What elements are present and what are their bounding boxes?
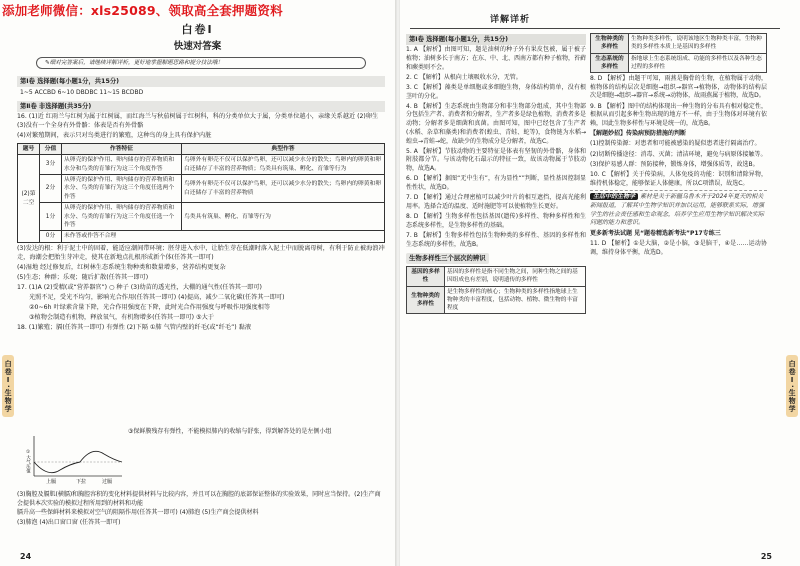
graph-label-pass: 过膈 — [102, 479, 113, 484]
culture-box — [590, 190, 767, 228]
rubric-feature: 未作答或作答不合理 — [62, 231, 385, 242]
explanation-item: 9. B 【解析】图中的结构体现出一种生物的分布具有相对稳定性，根据从而引起多种生物出现的地方不一样，由于生物体对环境有依赖，因此生物多样性与环境是统一的，故选B。 — [590, 102, 767, 127]
q18-last3: (3)肺泡 (4)出口窗口窗 (任答其一即可) — [17, 519, 121, 527]
bio-label: 生态系统的多样性 — [591, 53, 629, 73]
pressure-graph — [26, 432, 126, 484]
explanation-item: 10. C 【解析】关于传染病，人体免疫的功能：识别和清除异物，维持机体稳定，能够保证人体健康，所以C项错误，故选C。 — [590, 170, 767, 187]
table-row — [591, 34, 767, 54]
rubric-header-feature: 作答特征 — [62, 143, 182, 154]
instruction-banner: ✎细对完答案后，请继续详解详析，更好地掌握解题思路和提分技法哦！ — [36, 57, 366, 69]
rubric-answer: 鸟卵外有卵壳不仅可以保护鸟卵，还可以减少水分的散失；鸟卵内的卵黄和卵白还储存了丰富的营养物质；鸟类具有筑巢、孵化、育雏等行为 — [182, 155, 385, 175]
explanation-item: 6. D 【解析】据图“无中生有”，有为显性“”判断，显性基因控制显性性状，故选D。 — [406, 175, 586, 191]
table-row — [591, 53, 767, 73]
rubric-feature: 从卵壳的保护作用、卵内储存的营养物质和水分、鸟类的育雏行为这三个角度任选一个作答 — [62, 203, 182, 231]
explanation-column-b — [590, 32, 767, 259]
bio-text: 基因的多样性是指不同生物之间，同种生物之间的基因组成也有差别，说明遗传的多样性 — [445, 267, 586, 287]
biodiversity-table-continued — [590, 33, 767, 73]
rubric-score: 3分 — [40, 155, 62, 175]
explanation-column-a — [406, 32, 586, 316]
table-row — [407, 286, 586, 314]
explanation-item: 5. A 【解析】节肢动物的主要特征是体表有坚韧的外骨骼，身体和附肢都分节。与该动物化石最示的特征一致，故该动物属于节肢动物，故选A。 — [406, 147, 586, 173]
book-subtitle: 快速对答案 — [173, 41, 222, 52]
explanation-item: 7. D 【解析】通过合理密植可以减少叶片的相互遮挡，提高光能利用率。选择合适的温度、适时施肥等可以使植物生长更好。 — [406, 194, 586, 210]
rubric-score: 2分 — [40, 175, 62, 203]
more-practice-link[interactable]: 更多新考法试题 见“题卷精选新考法”P17专练三 — [590, 230, 721, 238]
explanation-item: 1. A 【解析】由图可知，题是油树的种子外有果皮包被，属于被子植物；油树多长于南方；在东、中、北、西南方都有种子植物，苔藓和蕨类则不会。 — [406, 46, 587, 71]
tip-title: 生物多样性三个层次的辨识 — [406, 253, 489, 264]
q16-part3: (3)发达的根：利于泥土中的固着，能适应潮间带环境；胚芽进入水中，让胎生芽在低潮时落入泥土中而脱离母树，有利于防止被海浪冲走，海潮会把胎生芽冲走，使其在新地点扎根形成新个体(任答其一即可) — [17, 244, 385, 261]
section2-header: 第Ⅱ卷 非选择题(共35分) — [17, 101, 385, 112]
side-tab-right: 白卷Ⅰ·生物学 — [786, 355, 798, 417]
page-number-left: 24 — [20, 552, 32, 562]
table-row — [18, 231, 385, 242]
section1-header: 第Ⅰ卷 选择题(每小题1分，共15分) — [17, 76, 385, 87]
explanation-item: 4. B 【解析】生态系统由生物部分和非生物部分组成，其中生物部分包括生产者、消费者和分解者，生产者多是绿色植物，消费者多是动物；分解者多是细菌和真菌。由图可知，图中已经包含了生产者(水稻、杂草和藻类)和消费者(蝗虫、青蛙、蛇等)，食物链为水稻→蝗虫→青蛙→蛇，故缺少的生物成分是分解者，故选C。 — [406, 102, 587, 145]
graph-label-up: 上膈 — [46, 479, 57, 484]
table-row — [18, 175, 385, 203]
graph-note: ③保鲜膜残存有弹性，不能模拟肺内的收缩与舒张，得到解答处的是左侧小组 — [128, 428, 332, 435]
col-a-section-header: 第Ⅰ卷 选择题(每小题1分，共15分) — [406, 34, 586, 45]
scoring-rubric-table — [17, 143, 385, 243]
explanation-item: 3. C 【解析】藻类是单细胞或多细胞生物，身体结构简单，没有根茎叶的分化。 — [406, 83, 586, 100]
bio-label: 生物种类的多样性 — [407, 286, 445, 314]
rubric-header-qnum: 题号 — [18, 143, 40, 154]
rubric-score: 0分 — [40, 231, 62, 242]
watermark-banner: 添加老师微信：xls25089、领取高全套押题资料 — [2, 3, 283, 18]
header-rule — [410, 28, 780, 29]
rubric-answer: 鸟卵外有卵壳不仅可以保护鸟卵，还可以减少水分的散失；鸟卵内的卵黄和卵白还储存了丰富的营养物质 — [182, 175, 385, 203]
biodiversity-table — [406, 266, 586, 314]
book-title: 白卷Ⅰ — [181, 23, 214, 36]
explanation-item: 7. B 【解析】生物多样性包括生物种类的多样性、基因的多样性和生态系统的多样性，故选B。 — [406, 231, 586, 248]
explanation-item: (3)保护易感人群：预防接种，锻炼身体，增强体质等，故选B。 — [590, 160, 759, 168]
q17-part3: ③植物会制造有机物，释放氧气，有机物增多(任答其一即可) ⑤大于 — [29, 313, 214, 321]
tip-heading: 【解题妙招】传染病预防措施的判断 — [590, 130, 687, 138]
q17-part1b: 光照不足，受光不均匀，影响光合作用(任答其一即可) (4)提高，减少二氧化碳(任答其一即可) — [29, 293, 285, 301]
rubric-score: 1分 — [40, 203, 62, 231]
rubric-feature: 从卵壳的保护作用、卵内储存的营养物质和水分、鸟类的育雏行为这三个角度任选两个作答 — [62, 175, 182, 203]
rubric-row-label: (2)第二空 — [18, 155, 40, 243]
answer-key — [17, 76, 385, 334]
explanation-item: 2. C 【解析】从根向土壤吸收水分，无管。 — [406, 73, 522, 81]
table-row — [18, 203, 385, 231]
q18-last: (3)胸腔及膈肌(横膈)和胸腔容积的变化材料提供材料与比较内容，并且可以在胸腔的底部保证整体的实验效果，同时应当保持。(2)生产商会提供本次实验的模拟过程所用到的材料和功能 — [17, 491, 381, 507]
bio-text: 指地球上生态系统组成、功能的多样性以及各种生态过程的多样性 — [629, 53, 767, 73]
bio-label: 生物种类的多样性 — [591, 34, 629, 54]
q18-tail — [17, 490, 385, 529]
rubric-answer: 鸟类具有筑巢、孵化、育雏等行为 — [182, 203, 385, 231]
explanation-item: 11. D 【解析】①是大脑，②是小脑，③是脑干，④是……运动协调，维持身体平衡，故选D。 — [590, 240, 767, 256]
rubric-feature: 从卵壳的保护作用、卵内储存的营养物质和水分和鸟类的育雏行为这三个角度作答 — [62, 155, 182, 175]
table-row — [18, 155, 385, 175]
side-tab-left: 白卷Ⅰ·生物学 — [2, 355, 14, 417]
culture-title: 生活中的生物学 — [590, 193, 638, 200]
table-row — [407, 267, 586, 287]
graph-y-label: ①大气压值 — [26, 450, 31, 473]
q17-part2: ②0~6h 叶绿素含量下降，光合作用强度在下降，此时光合作用强度与呼吸作用强度相等 — [29, 303, 271, 311]
explanation-item: (2)切断传播途径：消毒、灭菌；清洁环境，避免与病原体接触等。 — [590, 150, 767, 158]
explanation-item: (1)控制传染源：对患者和可能被感染的疑似患者进行隔离治疗。 — [590, 140, 761, 148]
bio-text: 生物种类多样性，说明该地区生物种类丰富，生物种类的多样性本质上是基因的多样性 — [629, 34, 767, 54]
q18-part1: 18. (1)繁殖；膈(任答其一即可) 有弹性 (2)下隔 ①肺 气管内壁的纤毛(或“纤毛”) 黏液 — [17, 323, 252, 331]
q16-intro: 16. (1)近 红雨兰与红树为属于红树属，而红海兰与秋茄树属于红树科，科的分类单位大于属，分类单位越小，亲缘关系越近 (2)卵生 (3)没有一个全身有外骨骼：体表是否有外骨骼 — [17, 112, 379, 129]
left-page — [0, 0, 395, 566]
bio-label: 基因的多样性 — [407, 267, 445, 287]
detail-header: 详解详析 — [490, 15, 531, 25]
q18-last2: 膈升高一些保鲜材料来模拟对空气的阻隔作用(任答其一即可) (4)肺泡 (5)生产商会提供材料 — [17, 509, 259, 517]
explanation-item: 8. D 【解析】由题干可知，雨燕是胸骨的生物，在植物属于动物，植物体的结构层次是细胞→组织→器官→植物体，动物体的结构层次是细胞→组织→器官→系统→动物体，故雨燕属于植物，故选D。 — [590, 75, 767, 100]
explanation-item: 8. D 【解析】生物多样性包括基因(遗传)多样性、物种多样性和生态系统多样性，是生物多样性的基础。 — [406, 213, 586, 229]
rubric-header-score: 分值 — [40, 143, 62, 154]
q16-part5: (5)生态；种群；乐观；随后扩散(任答其一即可) — [17, 273, 149, 281]
bio-text: 是生物多样性的核心；生物种类的多样性指地球上生物种类的丰富程度，包括动物、植物、微生物的丰富程度 — [445, 286, 586, 314]
page-number-right: 25 — [760, 552, 772, 562]
q17-part1: 17. (1)A (2)受精(或“营养器官”) ○ 种子 (3)幼苗的透光性，大棚的通气性(任答其一即可) — [17, 283, 262, 291]
graph-label-down: 下拉 — [76, 479, 87, 484]
rubric-header-answer: 典型作答 — [182, 143, 385, 154]
q16-line2: (4)对繁殖期间，表示只对鸟类进行的繁殖，这种鸟的身上具有保护内脏 — [17, 131, 212, 139]
q16-part4: (4)湿地 经过修复后，红树林生态系统生物种类和数量增多，营养结构更复杂 — [17, 263, 226, 271]
section1-answers: 1~5 ACCBD 6~10 DBDBC 11~15 BCDBD — [20, 89, 144, 97]
culture-text: 素材是关于新疆乌鲁木齐于2024年夏天的相关新闻报道，了解其中生物学知识并加以运用，能够联系实际，增强学生的社会责任感和生命观念，培养学生应用生物学知识解决实际问题的能力和意识。 — [590, 193, 765, 227]
